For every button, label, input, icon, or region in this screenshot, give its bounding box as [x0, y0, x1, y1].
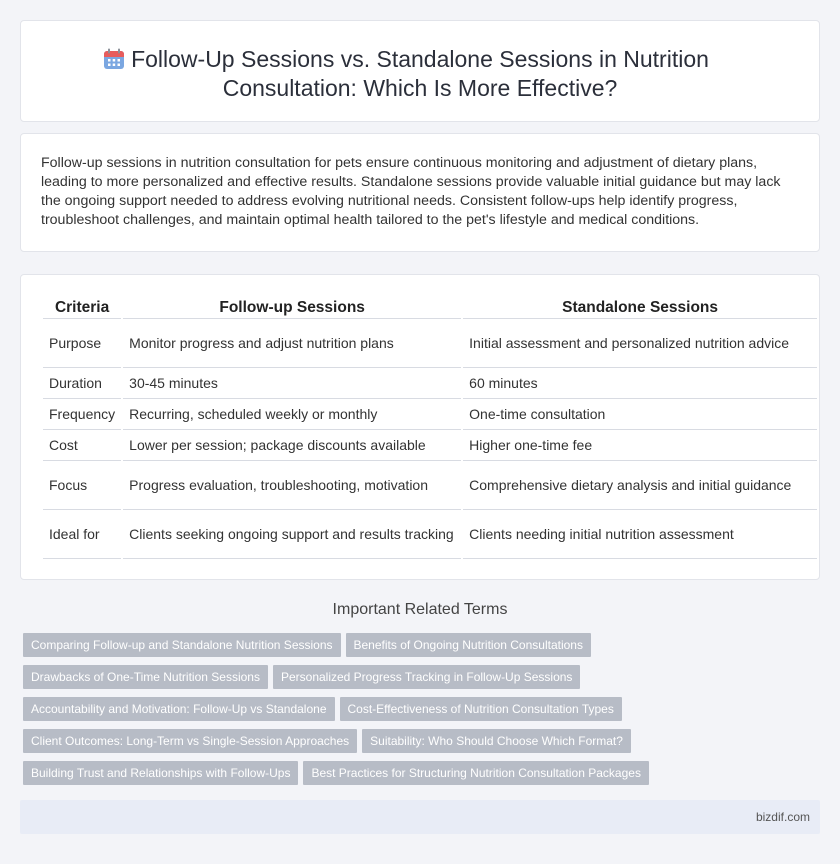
related-term-tag[interactable]: Benefits of Ongoing Nutrition Consultations: [346, 633, 591, 657]
related-term-tag[interactable]: Best Practices for Structuring Nutrition Consultation Packages: [303, 761, 648, 785]
related-term-tag[interactable]: Building Trust and Relationships with Follow-Ups: [23, 761, 298, 785]
summary-text: Follow-up sessions in nutrition consultation for pets ensure continuous monitoring and adjustment of dietary plans, leading to more personalized and effective results. Standalone sessions provide valuable initial guidance but may lack the ongoing support needed to address evolving nutritional needs. Consistent follow-ups help identify progress, troubleshoot challenges, and maintain optimal health tailored to the pet's lifestyle and medical conditions.: [41, 155, 781, 228]
footer-brand[interactable]: bizdif.com: [755, 810, 810, 824]
follow-up-cell: Monitor progress and adjust nutrition plans: [123, 319, 461, 368]
follow-up-cell: Clients seeking ongoing support and results tracking: [123, 510, 461, 559]
standalone-cell: One-time consultation: [463, 399, 817, 430]
table-row: [43, 510, 817, 559]
criteria-cell: Cost: [43, 430, 121, 461]
related-term-tag[interactable]: Personalized Progress Tracking in Follow-Up Sessions: [273, 665, 580, 689]
column-header-criteria: Criteria: [43, 295, 121, 319]
column-header-standalone: Standalone Sessions: [463, 295, 817, 319]
standalone-cell: Higher one-time fee: [463, 430, 817, 461]
summary-card: [20, 133, 820, 252]
criteria-cell: Duration: [43, 368, 121, 399]
standalone-cell: Clients needing initial nutrition assessment: [463, 510, 817, 559]
related-term-tag[interactable]: Suitability: Who Should Choose Which Format?: [362, 729, 631, 753]
related-term-tag[interactable]: Cost-Effectiveness of Nutrition Consultation Types: [340, 697, 622, 721]
related-terms-heading: Important Related Terms: [332, 601, 508, 618]
table-row: [43, 399, 817, 430]
standalone-cell: Comprehensive dietary analysis and initial guidance: [463, 461, 817, 510]
table-row: [43, 461, 817, 510]
follow-up-cell: 30-45 minutes: [123, 368, 461, 399]
follow-up-cell: Recurring, scheduled weekly or monthly: [123, 399, 461, 430]
criteria-cell: Ideal for: [43, 510, 121, 559]
related-term-tag[interactable]: Accountability and Motivation: Follow-Up vs Standalone: [23, 697, 335, 721]
follow-up-cell: Lower per session; package discounts available: [123, 430, 461, 461]
standalone-cell: Initial assessment and personalized nutrition advice: [463, 319, 817, 368]
criteria-cell: Focus: [43, 461, 121, 510]
related-term-tag[interactable]: Drawbacks of One-Time Nutrition Sessions: [23, 665, 268, 689]
table-row: [43, 319, 817, 368]
page-title: Follow-Up Sessions vs. Standalone Sessions in Nutrition Consultation: Which Is More Effective?: [131, 46, 709, 101]
table-row: [43, 368, 817, 399]
title-card: [20, 20, 820, 122]
column-header-follow-up: Follow-up Sessions: [123, 295, 461, 319]
comparison-card: [20, 274, 820, 580]
comparison-table: [41, 295, 819, 559]
criteria-cell: Purpose: [43, 319, 121, 368]
related-terms-list: [23, 633, 813, 793]
table-row: [43, 430, 817, 461]
table-header-row: [43, 295, 817, 319]
related-term-tag[interactable]: Comparing Follow-up and Standalone Nutrition Sessions: [23, 633, 341, 657]
standalone-cell: 60 minutes: [463, 368, 817, 399]
follow-up-cell: Progress evaluation, troubleshooting, motivation: [123, 461, 461, 510]
related-term-tag[interactable]: Client Outcomes: Long-Term vs Single-Session Approaches: [23, 729, 357, 753]
footer: [20, 800, 820, 834]
criteria-cell: Frequency: [43, 399, 121, 430]
